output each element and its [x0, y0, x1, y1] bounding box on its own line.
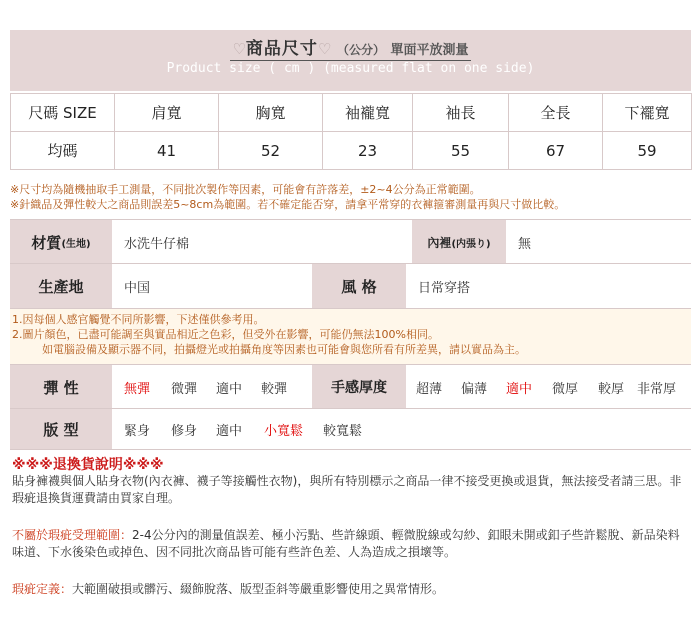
lining-label-text: 內裡 — [427, 235, 452, 250]
lining-label-sub: (内張り) — [451, 238, 491, 250]
color-notes — [10, 308, 691, 365]
return-policy-heading: ※※※退換貨說明※※※ — [12, 457, 164, 473]
size-title-underline — [230, 34, 470, 61]
fit-options — [112, 409, 691, 449]
thickness-option: 較厚 — [598, 381, 625, 397]
elasticity-options — [112, 365, 312, 409]
color-note: 1.因每個人感官觸覺不同所影響，下述僅供參考用。 — [12, 313, 265, 326]
size-value-cell: 59 — [603, 132, 692, 170]
heart-icon: ♡ — [232, 40, 246, 58]
elasticity-option: 適中 — [216, 381, 243, 397]
size-header-cell: 尺碼 SIZE — [11, 94, 115, 132]
size-header-cell: 袖襱寬 — [323, 94, 413, 132]
size-header-cell: 袖長 — [413, 94, 509, 132]
fit-option: 修身 — [171, 423, 198, 439]
material-value: 水洗牛仔棉 — [124, 236, 190, 252]
size-value-cell: 52 — [219, 132, 323, 170]
thickness-options — [406, 365, 691, 409]
measurement-note: ※尺寸均為隨機抽取手工測量，不同批次製作等因素，可能會有許落差，±2~4公分為正常範圍。 — [10, 183, 481, 196]
elasticity-row — [10, 364, 691, 409]
size-header-cell: 全長 — [509, 94, 603, 132]
elasticity-option: 微彈 — [171, 381, 198, 397]
style-label: 風 格 — [312, 264, 406, 308]
size-title-unit: （公分） — [336, 43, 385, 57]
size-title-main: 商品尺寸 — [245, 39, 318, 59]
elasticity-option: 較彈 — [261, 381, 288, 397]
defect-definition-text — [12, 581, 690, 598]
size-header-cell: 肩寬 — [115, 94, 219, 132]
return-policy-text: 貼身褲襪與個人貼身衣物(內衣褲、襪子等接觸性衣物)，與所有特別標示之商品一律不接受更換或退貨，無法接受者請三思。非瑕疵退換貨運費請由買家自理。 — [12, 474, 682, 505]
material-label — [10, 220, 112, 264]
size-title-note: 單面平放測量 — [390, 43, 469, 58]
size-value-cell: 均碼 — [11, 132, 115, 170]
material-label-text: 材質 — [31, 233, 62, 252]
non-defect-label: 不屬於瑕疵受理範圍： — [12, 528, 133, 542]
origin-value: 中国 — [124, 280, 151, 296]
size-subtitle: Product size ( cm ) (measured flat on one side) — [166, 61, 535, 76]
color-note: 如電腦設備及顯示器不同，拍攝燈光或拍攝角度等因素也可能會與您所看有所差異，請以實品為主。 — [42, 343, 526, 356]
thickness-option: 超薄 — [416, 381, 443, 397]
size-value-cell: 55 — [413, 132, 509, 170]
lining-value: 無 — [518, 236, 532, 252]
elasticity-label: 彈 性 — [10, 365, 112, 409]
size-value-cell: 41 — [115, 132, 219, 170]
material-row — [10, 219, 691, 264]
style-value: 日常穿搭 — [418, 280, 471, 296]
lining-label — [412, 220, 506, 264]
measurement-note: ※針織品及彈性較大之商品則誤差5~8cm為範圍。若不確定能否穿，請拿平常穿的衣褲箍審測量再與尺寸做比較。 — [10, 198, 566, 211]
product-info-sheet — [10, 6, 691, 612]
thickness-option: 偏薄 — [461, 381, 488, 397]
size-table-header-row — [11, 94, 692, 132]
thickness-option: 適中 — [506, 381, 533, 397]
size-header — [10, 30, 691, 91]
material-label-sub: (生地) — [61, 238, 91, 250]
thickness-option: 微厚 — [552, 381, 579, 397]
size-header-cell: 胸寬 — [219, 94, 323, 132]
defect-definition-body: 大範圍破損或髒污、綴飾脫落、版型歪斜等嚴重影響使用之異常情形。 — [72, 582, 445, 596]
origin-row — [10, 263, 691, 308]
size-header-cell: 下襬寬 — [603, 94, 692, 132]
defect-definition-label: 瑕疵定義： — [12, 582, 73, 596]
fit-option: 適中 — [216, 423, 243, 439]
size-table — [10, 93, 692, 170]
color-note: 2.圖片顏色，已盡可能調至與實品相近之色彩，但受外在影響，可能仍無法100%相同。 — [12, 328, 439, 341]
size-table-row — [11, 132, 692, 170]
fit-option: 較寬鬆 — [323, 423, 363, 439]
measurement-notes — [10, 176, 691, 218]
elasticity-option: 無彈 — [124, 381, 151, 397]
return-policy — [10, 452, 691, 612]
size-value-cell: 67 — [509, 132, 603, 170]
fit-label: 版 型 — [10, 409, 112, 449]
thickness-option: 非常厚 — [637, 381, 677, 397]
size-title — [10, 34, 691, 61]
fit-option: 緊身 — [124, 423, 151, 439]
size-value-cell: 23 — [323, 132, 413, 170]
fit-row — [10, 408, 691, 450]
origin-label: 生產地 — [10, 264, 112, 308]
heart-icon-right: ♡ — [317, 40, 332, 58]
thickness-label: 手感厚度 — [312, 365, 406, 409]
fit-option: 小寬鬆 — [264, 423, 304, 439]
non-defect-text — [12, 527, 690, 561]
non-defect-body: 2-4公分內的測量值誤差、極小污點、些許線頭、輕微脫線或勾紗、釦眼未開或釦子些許鬆脫、新品染料味道、下水後染色或掉色、因不同批次商品皆可能有些許色差、人為造成之損壞等。 — [12, 528, 680, 559]
